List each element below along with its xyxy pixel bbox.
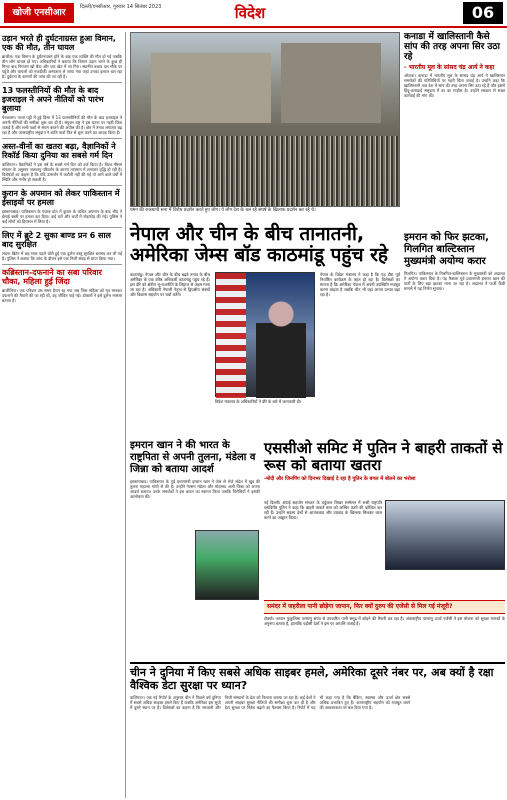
left-column [2, 32, 126, 798]
gilgit-story [404, 232, 505, 291]
masthead [0, 0, 507, 28]
story-text: नेपाल के विदेश मंत्रालय ने कहा है कि यह दौरा पूर्व निर्धारित कार्यक्रम के तहत हो रहा है। विशेषज्ञों का मानना है कि अमेरिका नेपाल में अपनी उपस्थिति मजबूत करना चाहता है जबकि चीन भी वहां अपना प्रभाव बढ़ा रहा है। [320, 272, 400, 297]
date-line: दिल्ली/एनसीआर, गुरुवार 14 सितंबर 2023 [80, 4, 162, 10]
story-headline: नेपाल और चीन के बीच तानातनी, अमेरिका जेम्स बॉड काठमांडू पहुंच रहे [130, 223, 389, 266]
divider [2, 138, 122, 139]
story-text: काठमांडू। नेपाल और चीन के बीच बढ़ते तनाव के बीच अमेरिका के एक वरिष्ठ अधिकारी काठमांडू पहुंच रहे हैं। इस दौरे को क्षेत्रीय भू-राजनीति के लिहाज से अहम माना जा रहा है। अधिकारी नेपाली नेतृत्व से द्विपक्षीय संबंधों और विकास सहयोग पर चर्चा करेंगे। [130, 272, 210, 297]
divider [2, 82, 122, 83]
section-title: विदेश [234, 4, 266, 22]
story-headline: कुरान के अपमान को लेकर पाकिस्तान में ईसाइयों पर हमला [2, 189, 120, 207]
story-headline: एससीओ समिट में पुतिन ने बाहरी ताकतों से रूस को बताया खतरा [264, 439, 503, 474]
story-text: गिलगित। पाकिस्तान के गिलगित-बाल्टिस्तान के मुख्यमंत्री को अदालत ने अयोग्य करार दिया है। यह फैसला पूर्व प्रधानमंत्री इमरान खान की पार्टी के लिए बड़ा झटका माना जा रहा है। अदालत ने फर्जी डिग्री मामले में यह निर्णय सुनाया। [404, 271, 505, 291]
story-deck: -मोदी और जिनपिंग को दिनभर दिखाई दे रहा है पुतिन के बगल में बोलने का भरोसा [264, 476, 416, 482]
canada-story [404, 32, 505, 232]
page-number: 06 [463, 2, 503, 24]
paper-name: खोजी एनसीआर [4, 3, 74, 23]
divider [2, 185, 122, 186]
story-text: इस्लामाबाद। पाकिस्तान के पूर्व प्रधानमंत्री इमरान खान ने जेल से भेजे संदेश में खुद की तुलना महात्मा गांधी से की है। उन्होंने नेल्सन मंडेला और मोहम्मद अली जिन्ना को अपना आदर्श बताया। उनके समर्थकों ने इस बयान का स्वागत किया जबकि विरोधियों ने इसकी आलोचना की। [130, 479, 260, 499]
story-text: नई दिल्ली। शंघाई सहयोग संगठन के वर्चुअल शिखर सम्मेलन में रूसी राष्ट्रपति व्लादिमीर पुतिन ने कहा कि बाहरी ताकतें रूस को अस्थिर करने की कोशिश कर रही हैं। उन्होंने सदस्य देशों से आतंकवाद और उग्रवाद के खिलाफ मिलकर काम करने का आह्वान किया। [264, 500, 382, 520]
nepal-story-body [130, 272, 400, 440]
photo-person [256, 293, 306, 398]
photo-building [281, 43, 381, 123]
nepal-story-headline-block [130, 224, 400, 266]
photo-building [151, 53, 271, 123]
photo-crowd [131, 136, 399, 206]
story-headline: लिए में ब्रुटे 2 सुका बाण्ड प्रन 6 साल बाद सुरक्षित [2, 231, 111, 249]
divider [2, 227, 122, 228]
story-headline: कब्रिस्तान-दफनाने का सबा परिवार चौका, महिला हुई जिंदा [2, 268, 102, 286]
story-text: ओटावा। कनाडा में भारतीय मूल के सांसद चंद्र आर्य ने खालिस्तान समर्थकों की गतिविधियों पर गहरी चिंता जताई है। उन्होंने कहा कि खालिस्तानी तत्व देश में सांप की तरह अपना सिर उठा रहे हैं और इससे हिंदू-कनाडाई समुदाय में डर का माहौल है। उन्होंने सरकार से सख्त कार्रवाई की मांग की। [404, 73, 505, 98]
story-headline: उड़ान भरते ही दुर्घटनाग्रस्त हुआ विमान, एक की मौत, तीन घायल [2, 34, 116, 52]
story-headline: अस्त-वीनों का खतरा बढ़ा, वैज्ञानिकों ने रिकॉर्ड किया दुनिया का सबसे गर्म दिन [2, 142, 116, 160]
story-headline: कनाडा में खालिस्तानी कैसे सांप की तरह अपना सिर उठा रहे [404, 32, 500, 62]
us-flag [216, 273, 246, 398]
china-story [130, 662, 505, 710]
photo-caption: विदेश मंत्रालय के अधिकारियों ने दौरे के बारे में जानकारी दी। [215, 399, 302, 404]
story-headline: इमरान को फिर झटका, गिलगित बाल्टिस्तान मुख्यमंत्री अयोग्य करार [404, 232, 489, 267]
story-text: ब्राजीलिया। एक परिवार उस समय हैरान रह गया जब जिस महिला को मृत मानकर दफनाने की तैयारी की जा रही थी, वह जीवित पाई गई। डॉक्टरों ने इसे दुर्लभ मामला बताया है। [2, 288, 122, 303]
imran-photo [195, 530, 259, 600]
imran-story [130, 440, 260, 499]
story-text: लंदन। ब्रिटेन में छह साल पहले चोरी हुई एक दुर्लभ वस्तु सुरक्षित बरामद कर ली गई है। पुलिस ने बताया कि जांच के दौरान इसे एक निजी संग्रह से प्राप्त किया गया। [2, 251, 122, 261]
story-subhead: - भारतीय मूल के सांसद चंद्र आर्य ने कहा [404, 64, 495, 71]
story-headline: इमरान खान ने की भारत के राष्ट्रपिता से अपनी तुलना, मंडेला व जिन्ना को बताया आदर्श [130, 440, 256, 475]
story-text: वाशिंगटन। एक नई रिपोर्ट के अनुसार चीन ने पिछले वर्ष दुनिया में सबसे अधिक साइबर हमले किए हैं जबकि अमेरिका इस सूची में दूसरे स्थान पर है। विशेषज्ञों का कहना है कि सरकारी और निजी संस्थानों के डेटा को निशाना बनाया जा रहा है। कई देशों ने अपनी साइबर सुरक्षा नीतियों की समीक्षा शुरू कर दी है और डेटा सुरक्षा पर निवेश बढ़ाने का फैसला किया है। रिपोर्ट में यह भी कहा गया है कि बैंकिंग, स्वास्थ्य और ऊर्जा क्षेत्र सबसे अधिक प्रभावित हुए हैं। अंतरराष्ट्रीय सहयोग को मजबूत करने की आवश्यकता पर बल दिया गया है। [130, 695, 411, 710]
story-text: इस्लामाबाद। पाकिस्तान के पंजाब प्रांत में कुरान के कथित अपमान के बाद भीड़ ने ईसाई बस्ती पर हमला कर दिया। कई घरों और चर्चों में तोड़फोड़ की गई। पुलिस ने कई लोगों को हिरासत में लिया है। [2, 209, 122, 224]
ambassador-photo [215, 272, 315, 397]
story-text: वाशिंगटन। वैज्ञानिकों ने इस वर्ष के सबसे गर्म दिन को दर्ज किया है। विश्व मौसम संगठन के अनुसार जलवायु परिवर्तन के कारण तापमान में लगातार वृद्धि हो रही है। विशेषज्ञों का कहना है कि यदि उत्सर्जन में कटौती नहीं की गई तो आने वाले वर्षों में स्थिति और गंभीर हो सकती है। [2, 162, 122, 182]
protest-photo [130, 32, 400, 207]
story-text: ब्राजील। एक विमान के दुर्घटनाग्रस्त होने के बाद एक व्यक्ति की मौत हो गई जबकि तीन लोग घायल हो गए। अधिकारियों ने बताया कि विमान उड़ान भरने के कुछ ही मिनट बाद नियंत्रण खो बैठा और एक खेत में जा गिरा। स्थानीय बचाव दल मौके पर पहुंचे और घायलों को नजदीकी अस्पताल ले जाया गया जहां उनका इलाज चल रहा है। दुर्घटना के कारणों की जांच की जा रही है। [2, 54, 122, 79]
divider [2, 264, 122, 265]
story-headline: 13 फलस्तीनियों की मौत के बाद इजराइल ने अपने नीतियों को पारंभ बुलाया [2, 86, 104, 113]
story-headline: चीन ने दुनिया में किए सबसे अधिक साइबर हमले, अमेरिका दूसरे नंबर पर, अब क्यों है रक्षा वैश्विक डेटा सुरक्षा पर ध्यान? [130, 666, 494, 692]
putin-photo [385, 500, 505, 570]
story-text: टोक्यो। जापान फुकुशिमा परमाणु संयंत्र से उपचारित पानी समुद्र में छोड़ने की तैयारी कर रहा है। अंतरराष्ट्रीय परमाणु ऊर्जा एजेंसी ने इस योजना को सुरक्षा मानकों के अनुरूप बताया है, हालांकि पड़ोसी देशों ने इस पर आपत्ति जताई है। [264, 616, 505, 626]
story-text: येरुशलम। गाजा पट्टी में हुई हिंसा में 13 फलस्तीनियों की मौत के बाद इजराइल ने अपनी नीतियों की समीक्षा शुरू कर दी है। संयुक्त राष्ट्र ने इस घटना पर गहरी चिंता जताई है और सभी पक्षों से संयम बरतने की अपील की है। क्षेत्र में तनाव लगातार बढ़ रहा है और अंतरराष्ट्रीय समुदाय ने शांति वार्ता फिर से शुरू करने का आग्रह किया है। [2, 115, 122, 135]
sco-story-headline-block [264, 440, 505, 482]
photo-caption: यमन की राजधानी सना में विरोध प्रदर्शन करते हुए लोग। ये लोग देश के चल रहे संघर्ष के खिलाफ प्रदर्शन कर रहे थे। [130, 208, 316, 213]
japan-story-headline: समंदर में जहरीला पानी छोड़ेगा जापान, फिर क्यों दुरुप की एजेंसी से मिल गई मंजूरी? [264, 600, 505, 614]
